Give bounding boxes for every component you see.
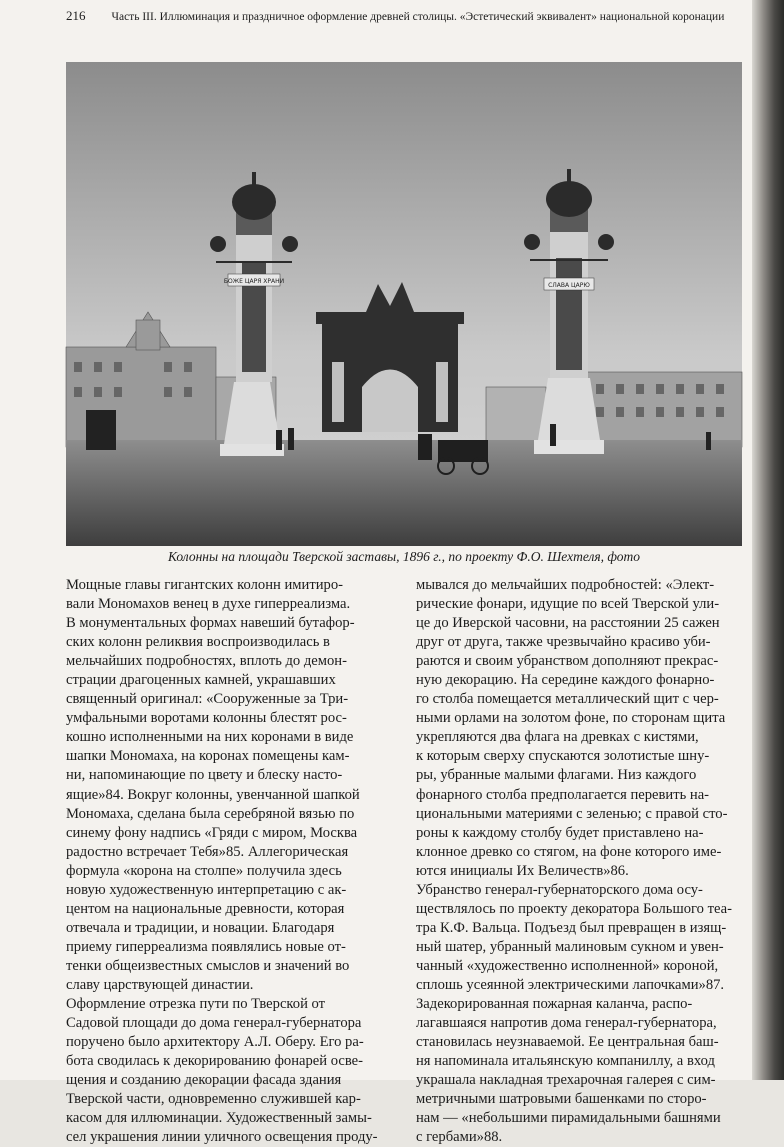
text-line: с гербами»88. (416, 1129, 503, 1146)
text-line: Задекорированная пожарная каланча, распо- (416, 996, 693, 1013)
text-line: ских колонн реликвия воспроизводилась в (66, 634, 330, 651)
text-line: ются инициалы Их Величеств»86. (416, 862, 629, 879)
text-line: ными орлами на золотом фоне, по сторонам щита (416, 710, 726, 727)
text-line: умфальными воротами колонны блестят рос- (66, 710, 347, 727)
text-line: страции драгоценных камней, украшавших (66, 672, 336, 689)
text-line: становилась неузнаваемой. Ее центральная баш- (416, 1034, 719, 1051)
left-column-banner: БОЖЕ ЦАРЯ ХРАНИ (223, 278, 285, 285)
text-line: к которым сверху спускаются золотистые шну- (416, 748, 710, 765)
right-column-banner: СЛАВА ЦАРЮ (548, 282, 590, 289)
text-line: Мономаха, сделана была серебряной вязью по (66, 805, 355, 822)
text-line: Садовой площади до дома генерал-губернатора (66, 1015, 362, 1032)
text-line: ную декорацию. На середине каждого фонарно- (416, 672, 715, 689)
text-line: щения и созданию декорации фасада здания (66, 1072, 342, 1089)
text-line: чанный «художественно исполненной» короной, (416, 957, 719, 974)
text-line: рические фонари, идущие по всей Тверской ули- (416, 596, 720, 613)
text-line: мывался до мельчайших подробностей: «Элект- (416, 577, 715, 593)
text-line: касом для иллюминации. Художественный замы- (66, 1110, 372, 1127)
figure-caption: Колонны на площади Тверской заставы, 1896 г., по проекту Ф.О. Шехтеля, фото (167, 549, 641, 564)
text-line: мельчайших подробностях, вплоть до демон- (66, 653, 347, 670)
running-title: Часть III. Иллюминация и праздничное оформление древней столицы. «Эстетический эквивалент» национальной коронации (111, 11, 725, 23)
right-text-column (416, 576, 742, 1147)
text-line: поручено было архитектору А.Л. Оберу. Его ра- (66, 1034, 364, 1051)
text-line: сел украшения линии уличного освещения проду- (66, 1129, 378, 1146)
text-line: ни, напоминающие по цвету и блеску насто- (66, 767, 343, 784)
text-line: циональными материями с зеленью; с правой сто- (416, 805, 728, 822)
text-line: радостно встречает Тебя»85. Аллегорическая (66, 843, 349, 860)
text-line: священный оригинал: «Сооруженные за Три- (66, 691, 349, 708)
text-line: синему фону надпись «Гряди с миром, Москва (66, 824, 358, 841)
text-line: ществлялось по проекту декоратора Большого теа- (416, 900, 732, 917)
text-line: вали Мономахов венец в духе гиперреализма. (66, 596, 351, 613)
photo-illustration (66, 62, 742, 546)
text-line: укрепляются два флага на древках с кистями, (416, 729, 699, 746)
text-line: шапки Мономаха, на коронах помещены кам- (66, 748, 350, 765)
text-line: тра К.Ф. Вальца. Подъезд был превращен в изящ- (416, 919, 727, 936)
text-line: приему гиперреализма появлялись новые от- (66, 938, 346, 955)
text-line: ящие»84. Вокруг колонны, увенчанной шапкой (66, 786, 360, 803)
text-line: ня напоминала итальянскую компаниллу, а вход (416, 1053, 715, 1070)
text-line: Тверской части, одновременно служившей кар- (66, 1091, 361, 1108)
text-line: це до Иверской часовни, на расстоянии 25 сажен (416, 615, 720, 632)
text-line: украшала накладная трехарочная галерея с сим- (416, 1072, 716, 1089)
left-text-column (66, 576, 394, 1147)
text-line: Оформление отрезка пути по Тверской от (66, 996, 326, 1013)
text-line: новую художественную интерпретацию с ак- (66, 881, 347, 898)
text-line: формула «корона на столпе» получила здесь (66, 862, 342, 879)
text-line: славу царствующей династии. (66, 976, 254, 993)
text-line: тенки общеизвестных смыслов и значений во (66, 957, 350, 974)
text-line: фонарного столба предполагается перевить на- (416, 786, 710, 803)
text-line: центом на национальные древности, которая (66, 900, 345, 917)
text-line: Убранство генерал-губернаторского дома осу- (416, 881, 703, 898)
text-line: лагавшаяся напротив дома генерал-губернатора, (416, 1015, 717, 1032)
text-line: роны к каждому столбу будет приставлено на- (416, 824, 704, 841)
text-line: В монументальных формах навеший бутафор- (66, 615, 355, 632)
text-line: друг от друга, также чрезвычайно красиво уби- (416, 634, 711, 651)
text-line: раются и своим убранством дополняют прекрас- (416, 653, 719, 670)
text-line: го столба помещается металлический щит с чер- (416, 691, 719, 708)
text-line: нам — «небольшими пирамидальными башнями (416, 1110, 721, 1127)
text-line: бота сводилась к декорированию фонарей осве- (66, 1053, 364, 1070)
text-line: ный шатер, убранный малиновым сукном и увен- (416, 938, 724, 955)
page-number: 216 (66, 8, 86, 23)
text-line: ры, убранные малыми флагами. Низ каждого (416, 767, 697, 784)
book-binding-shadow (752, 0, 784, 1080)
text-line: сплошь усеянной электрическими лапочками»87. (416, 976, 725, 993)
text-line: Мощные главы гигантских колонн имитиро- (66, 577, 343, 593)
historical-photo (66, 62, 742, 546)
running-header (66, 8, 746, 28)
text-line: клонное древко со стягом, на фоне которого име- (416, 843, 722, 860)
text-line: метричными шатровыми башенками по сторо- (416, 1091, 707, 1108)
text-line: отвечала и традиции, и новации. Благодаря (66, 919, 335, 936)
text-line: кошно исполненными на них коронами в виде (66, 729, 354, 746)
